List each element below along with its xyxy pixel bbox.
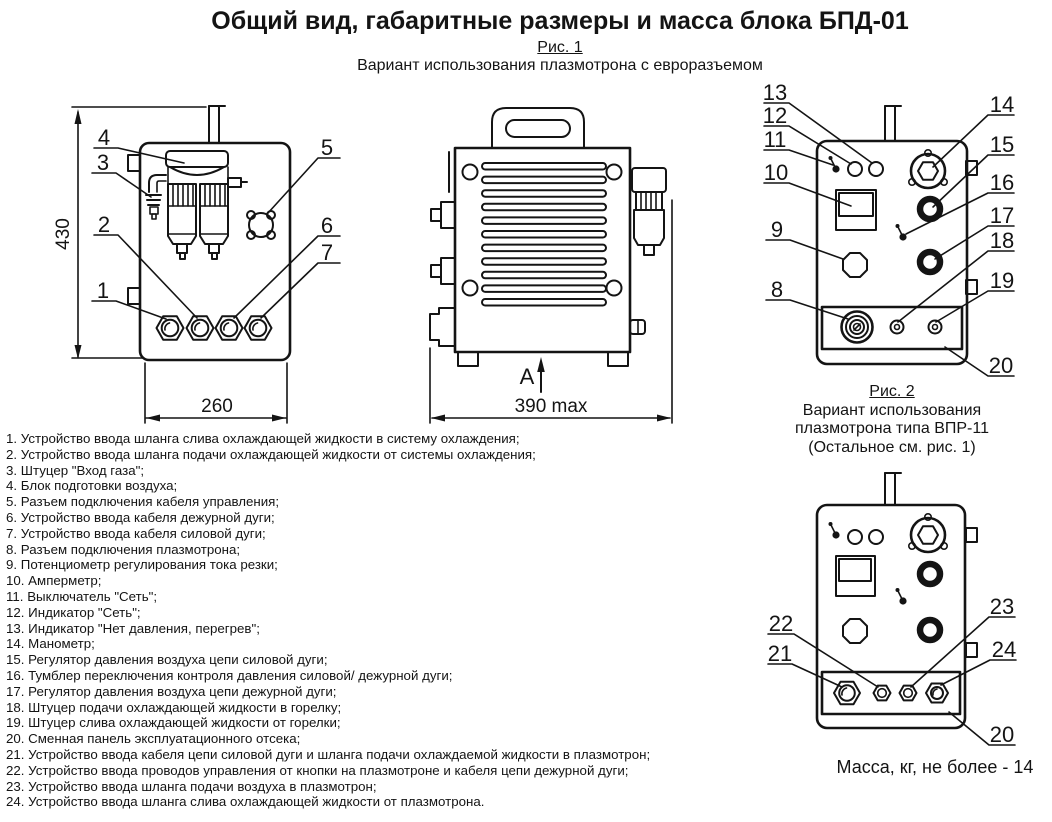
callout-14: 14: [989, 92, 1015, 117]
current-potentiometer: [843, 619, 867, 643]
legend-item-11: 11. Выключатель "Сеть";: [6, 588, 158, 604]
coolant-supply-fitting: [891, 321, 904, 334]
legend-item-24: 24. Устройство ввода шланга слива охлаждающей жидкости от плазмотрона.: [6, 794, 485, 810]
legend-item-15: 15. Регулятор давления воздуха цепи силовой дуги;: [6, 652, 328, 668]
callout-17: 17: [989, 203, 1015, 228]
legend-item-9: 9. Потенциометр регулирования тока резки;: [6, 557, 278, 573]
page-title: Общий вид, габаритные размеры и масса блока БПД-01: [211, 7, 909, 35]
legend-item-20: 20. Сменная панель эксплуатационного отсека;: [6, 731, 301, 747]
legend-item-14: 14. Манометр;: [6, 636, 95, 652]
callout-6: 6: [320, 213, 334, 238]
legend-item-1: 1. Устройство ввода шланга слива охлаждающей жидкости в систему охлаждения;: [6, 431, 520, 446]
callout-7: 7: [320, 240, 334, 265]
regulator-main-arc: [920, 199, 940, 219]
pressure-indicator: [869, 530, 883, 544]
callout-24: 24: [991, 637, 1017, 662]
callout-11: 11: [763, 127, 787, 152]
legend-item-10: 10. Амперметр;: [6, 573, 102, 589]
legend-item-3: 3. Штуцер "Вход газа";: [6, 462, 145, 478]
air-hose-entry-nut: [900, 686, 917, 701]
dim-width-label: 260: [201, 396, 233, 417]
callout-8: 8: [770, 277, 784, 302]
control-cable-connector: [247, 211, 275, 239]
legend-item-21: 21. Устройство ввода кабеля цепи силовой дуги и шланга подачи охлаждаемой жидкости в плазмотрон;: [6, 746, 651, 762]
grille-screw: [463, 281, 478, 296]
fig2-caption-line1: Вариант использования: [802, 401, 982, 419]
callout-3: 3: [96, 150, 110, 175]
current-potentiometer: [843, 253, 867, 277]
fig1-subcaption: Вариант использования плазмотрона с евроразъемом: [357, 57, 763, 74]
fig1-label: Рис. 1: [537, 39, 583, 56]
legend-item-23: 23. Устройство ввода шланга подачи воздуха в плазмотрон;: [6, 778, 377, 794]
legend-item-17: 17. Регулятор давления воздуха цепи дежурной дуги;: [6, 683, 337, 699]
callout-10: 10: [763, 160, 789, 185]
coolant-return-fitting: [929, 321, 942, 334]
legend-item-19: 19. Штуцер слива охлаждающей жидкости от горелки;: [6, 715, 341, 731]
callout-23: 23: [989, 594, 1015, 619]
legend-item-12: 12. Индикатор "Сеть";: [6, 604, 141, 620]
callout-2: 2: [97, 212, 111, 237]
dimension-width-260: [145, 363, 287, 423]
pressure-select-toggle: [896, 224, 907, 241]
ammeter: [836, 190, 876, 230]
legend-item-5: 5. Разъем подключения кабеля управления;: [6, 494, 280, 510]
pressure-indicator: [869, 162, 883, 176]
grille-screw: [607, 281, 622, 296]
callout-15: 15: [989, 132, 1015, 157]
legend-item-22: 22. Устройство ввода проводов управления от кнопки на плазмотроне и кабеля цепи дежурной дуги;: [6, 762, 629, 778]
fig2-label: Рис. 2: [869, 383, 915, 400]
legend-item-7: 7. Устройство ввода кабеля силовой дуги;: [6, 525, 266, 541]
control-wires-entry-nut: [874, 686, 891, 701]
dim-390-label: 390 max: [514, 396, 588, 417]
callout-1: 1: [96, 278, 110, 303]
fig1-front-view: [53, 106, 340, 423]
callout-18: 18: [989, 228, 1015, 253]
callout-20b: 20: [989, 722, 1015, 747]
legend-item-8: 8. Разъем подключения плазмотрона;: [6, 541, 241, 557]
fig2-panel-view: [768, 473, 1016, 747]
fig1-caption: [68, 39, 1052, 75]
air-prep-unit: [146, 151, 247, 259]
callout-5: 5: [320, 135, 334, 160]
panel-view-callouts: [763, 80, 1014, 378]
dimension-height-430: [53, 107, 206, 359]
fig1-side-view: [430, 108, 672, 423]
dimension-width-390: [430, 200, 672, 423]
cable-entry-nuts: [157, 316, 272, 339]
legend-item-4: 4. Блок подготовки воздуха;: [6, 478, 178, 494]
view-a-label: А: [519, 364, 535, 389]
callout-4: 4: [97, 125, 111, 150]
fig2-callouts: [768, 594, 1016, 747]
fig2-caption-line3: (Остальное см. рис. 1): [808, 438, 976, 456]
legend-item-6: 6. Устройство ввода кабеля дежурной дуги;: [6, 509, 275, 525]
grille-screw: [463, 165, 478, 180]
ammeter: [836, 556, 875, 596]
legend-item-13: 13. Индикатор "Нет давления, перегрев";: [6, 620, 260, 636]
fig1-panel-view: [763, 80, 1014, 378]
grille-screw: [607, 165, 622, 180]
fig2-caption: [772, 383, 1012, 457]
manometer: [909, 514, 947, 552]
callout-16: 16: [989, 170, 1015, 195]
legend-item-2: 2. Устройство ввода шланга подачи охлаждающей жидкости от системы охлаждения;: [6, 446, 536, 462]
fig2-caption-line2: плазмотрона типа ВПР-11: [795, 420, 989, 438]
removable-panel: [822, 672, 960, 714]
mains-indicator: [848, 530, 862, 544]
manometer: [909, 150, 947, 188]
callout-21: 21: [767, 641, 793, 666]
callout-12: 12: [762, 103, 788, 128]
side-filter-unit: [632, 168, 666, 255]
regulator-main-arc: [920, 564, 940, 584]
callout-9: 9: [770, 217, 784, 242]
legend-item-18: 18. Штуцер подачи охлаждающей жидкости в горелку;: [6, 699, 342, 715]
regulator-pilot-arc: [920, 252, 940, 272]
dim-height-label: 430: [53, 218, 74, 250]
callout-13: 13: [762, 80, 788, 105]
mass-note: Масса, кг, не более - 14: [836, 757, 1034, 777]
removable-panel: [822, 307, 962, 349]
legend-item-16: 16. Тумблер переключения контроля давления силовой/ дежурной дуги;: [6, 667, 453, 683]
ventilation-grille: [463, 163, 622, 306]
regulator-pilot-arc: [920, 620, 940, 640]
callout-19: 19: [989, 268, 1015, 293]
callout-22: 22: [768, 611, 794, 636]
callout-20: 20: [988, 353, 1014, 378]
legend-list: [6, 431, 650, 810]
